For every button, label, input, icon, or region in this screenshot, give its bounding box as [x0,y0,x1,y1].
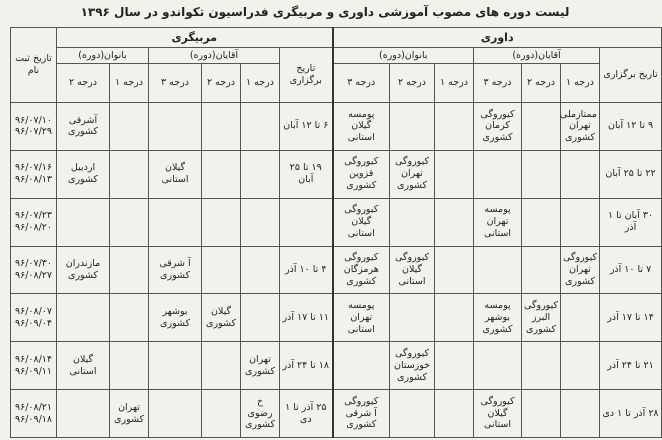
referee-women-level3-cell: کیوروگی گیلان استانی [333,198,390,246]
coaching-women-level1-cell [110,150,149,198]
referee-men-level3-cell: کیوروگی گیلان استانی [474,390,522,438]
coaching-men-level3-cell: گیلان استانی [149,150,202,198]
registration-date-cell: ۹۶/۰۸/۲۱ ۹۶/۰۹/۱۸ [11,390,57,438]
referee-men-level1-cell: کیوروگی تهران کشوری [561,246,600,294]
registration-date-header: تاریخ ثبت نام [11,28,57,103]
referee-women-level2-cell: کیوروگی تهران کشوری [390,150,435,198]
coaching-men-level1-cell: تهران کشوری [241,342,280,390]
coaching-women-level3-cell [57,294,110,342]
table-row [11,103,662,151]
coaching-women-level1-header: درجه ۱ [110,64,149,103]
coaching-men-level2-header: درجه ۲ [202,64,241,103]
referee-men-level2-cell [522,198,561,246]
referee-men-level1-cell [561,294,600,342]
referee-men-level1-cell: ممتازملی تهران کشوری [561,103,600,151]
table-row [11,342,662,390]
referee-women-level3-cell: کیوروگی هرمزگان کشوری [333,246,390,294]
referee-men-level3-cell [474,342,522,390]
referee-men-level2-cell: کیوروگی البرز کشوری [522,294,561,342]
coaching-men-level1-cell [241,150,280,198]
coaching-date-cell: ۱۸ تا ۲۴ آذر [280,342,333,390]
referee-men-level2-cell [522,103,561,151]
referee-date-cell: ۱۴ تا ۱۷ آذر [600,294,662,342]
referee-women-level2-cell [390,198,435,246]
coaching-men-level1-cell [241,294,280,342]
referee-women-level2-cell: کیوروگی گیلان استانی [390,246,435,294]
referee-men-level1-cell [561,342,600,390]
coaching-men-level3-cell: بوشهر کشوری [149,294,202,342]
coaching-women-level1-cell [110,103,149,151]
referee-women-level2-header: درجه ۲ [390,64,435,103]
referee-date-cell: ۷ تا ۱۰ آذر [600,246,662,294]
referee-women-level3-cell [333,342,390,390]
referee-date-cell: ۲۸ آذر تا ۱ دی [600,390,662,438]
coaching-men-level2-cell [202,103,241,151]
coaching-women-level3-cell: اردبیل کشوری [57,150,110,198]
referee-women-level1-cell [435,294,474,342]
referee-men-level3-header: درجه ۳ [474,64,522,103]
referee-date-header: تاریخ برگزاری [600,48,662,103]
table-row [11,246,662,294]
coaching-men-header: آقایان(دوره) [149,48,280,64]
referee-men-level1-header: درجه ۱ [561,64,600,103]
coaching-men-level1-cell [241,246,280,294]
coaching-date-cell: ۲۵ آذر تا ۱ دی [280,390,333,438]
coaching-women-level3-cell: گیلان استانی [57,342,110,390]
referee-men-level3-cell [474,150,522,198]
page-title: لیست دوره های مصوب آموزشی داوری و مربیگری فدراسیون تکواندو در سال ۱۳۹۶ [80,5,570,19]
coaching-men-level2-cell [202,246,241,294]
referee-women-level3-cell: کیوروگی آ شرقی کشوری [333,390,390,438]
referee-women-level2-cell [390,294,435,342]
coaching-men-level3-cell: آ شرقی کشوری [149,246,202,294]
coaching-date-header: تاریخ برگزاری [280,48,333,103]
referee-women-level1-header: درجه ۱ [435,64,474,103]
referee-men-level3-cell: پومسه بوشهر کشوری [474,294,522,342]
coaching-women-level1-cell [110,342,149,390]
referee-women-level3-header: درجه ۳ [333,64,390,103]
coaching-women-level3-cell: آشرقی کشوری [57,103,110,151]
coaching-men-level2-cell [202,342,241,390]
referee-women-header: بانوان(دوره) [333,48,474,64]
registration-date-cell: ۹۶/۰۷/۲۳ ۹۶/۰۸/۲۰ [11,198,57,246]
table-row [11,294,662,342]
referee-women-level2-cell [390,390,435,438]
registration-date-cell: ۹۶/۰۷/۱۶ ۹۶/۰۸/۱۳ [11,150,57,198]
coaching-men-level1-cell [241,198,280,246]
registration-date-cell: ۹۶/۰۸/۰۷ ۹۶/۰۹/۰۴ [11,294,57,342]
table-row [11,150,662,198]
referee-women-level1-cell [435,150,474,198]
coaching-women-level2-header: درجه ۲ [57,64,110,103]
coaching-men-level3-cell [149,198,202,246]
coaching-men-level1-header: درجه ۱ [241,64,280,103]
coaching-men-level3-cell [149,103,202,151]
referee-date-cell: ۳۰ آبان تا ۱ آذر [600,198,662,246]
coaching-date-cell: ۱۱ تا ۱۷ آذر [280,294,333,342]
registration-date-cell: ۹۶/۰۸/۱۴ ۹۶/۰۹/۱۱ [11,342,57,390]
referee-women-level3-cell: کیوروگی قزوین کشوری [333,150,390,198]
coaching-date-cell: ۶ تا ۱۲ آبان [280,103,333,151]
referee-men-header: آقایان(دوره) [474,48,600,64]
referee-men-level2-cell [522,342,561,390]
referee-men-level1-cell [561,390,600,438]
referee-men-level2-cell [522,390,561,438]
referee-date-cell: ۲۲ تا ۲۵ آبان [600,150,662,198]
referee-men-level3-cell: کیوروگی کرمان کشوری [474,103,522,151]
referee-men-level2-cell [522,150,561,198]
courses-table [10,27,662,438]
referee-men-level3-cell [474,246,522,294]
referee-date-cell: ۲۱ تا ۲۴ آذر [600,342,662,390]
coaching-men-level3-header: درجه ۳ [149,64,202,103]
referee-men-level2-cell [522,246,561,294]
coaching-women-level1-cell: تهران کشوری [110,390,149,438]
coaching-men-level3-cell [149,390,202,438]
referee-men-level3-cell: پومسه تهران استانی [474,198,522,246]
table-row [11,390,662,438]
referee-women-level3-cell: پومسه تهران استانی [333,294,390,342]
referee-women-level3-cell: پومسه گیلان استانی [333,103,390,151]
coaching-women-level1-cell [110,294,149,342]
table-row [11,198,662,246]
coaching-women-level3-cell [57,390,110,438]
referee-men-level2-header: درجه ۲ [522,64,561,103]
coaching-date-cell [280,198,333,246]
coaching-men-level3-cell [149,342,202,390]
referee-women-level2-cell: کیوروگی خوزستان کشوری [390,342,435,390]
referee-women-level1-cell [435,103,474,151]
coaching-men-level1-cell: خ رضوی کشوری [241,390,280,438]
referee-women-level2-cell [390,103,435,151]
registration-date-cell: ۹۶/۰۷/۱۰ ۹۶/۰۷/۲۹ [11,103,57,151]
coaching-date-cell: ۱۹ تا ۲۵ آبان [280,150,333,198]
referee-women-level1-cell [435,246,474,294]
coaching-men-level2-cell [202,198,241,246]
referee-men-level1-cell [561,150,600,198]
coaching-men-level2-cell: گیلان کشوری [202,294,241,342]
coaching-women-header: بانوان(دوره) [57,48,149,64]
coaching-men-level1-cell [241,103,280,151]
referee-women-level1-cell [435,390,474,438]
coaching-section-header: مربیگری [57,28,333,48]
referee-date-cell: ۹ تا ۱۲ آبان [600,103,662,151]
referee-section-header: داوری [333,28,662,48]
coaching-women-level3-cell [57,198,110,246]
coaching-women-level1-cell [110,198,149,246]
coaching-men-level2-cell [202,150,241,198]
registration-date-cell: ۹۶/۰۷/۳۰ ۹۶/۰۸/۲۷ [11,246,57,294]
coaching-men-level2-cell [202,390,241,438]
coaching-women-level3-cell: مازندران کشوری [57,246,110,294]
coaching-date-cell: ۴ تا ۱۰ آذر [280,246,333,294]
coaching-women-level1-cell [110,246,149,294]
referee-women-level1-cell [435,342,474,390]
referee-men-level1-cell [561,198,600,246]
referee-women-level1-cell [435,198,474,246]
